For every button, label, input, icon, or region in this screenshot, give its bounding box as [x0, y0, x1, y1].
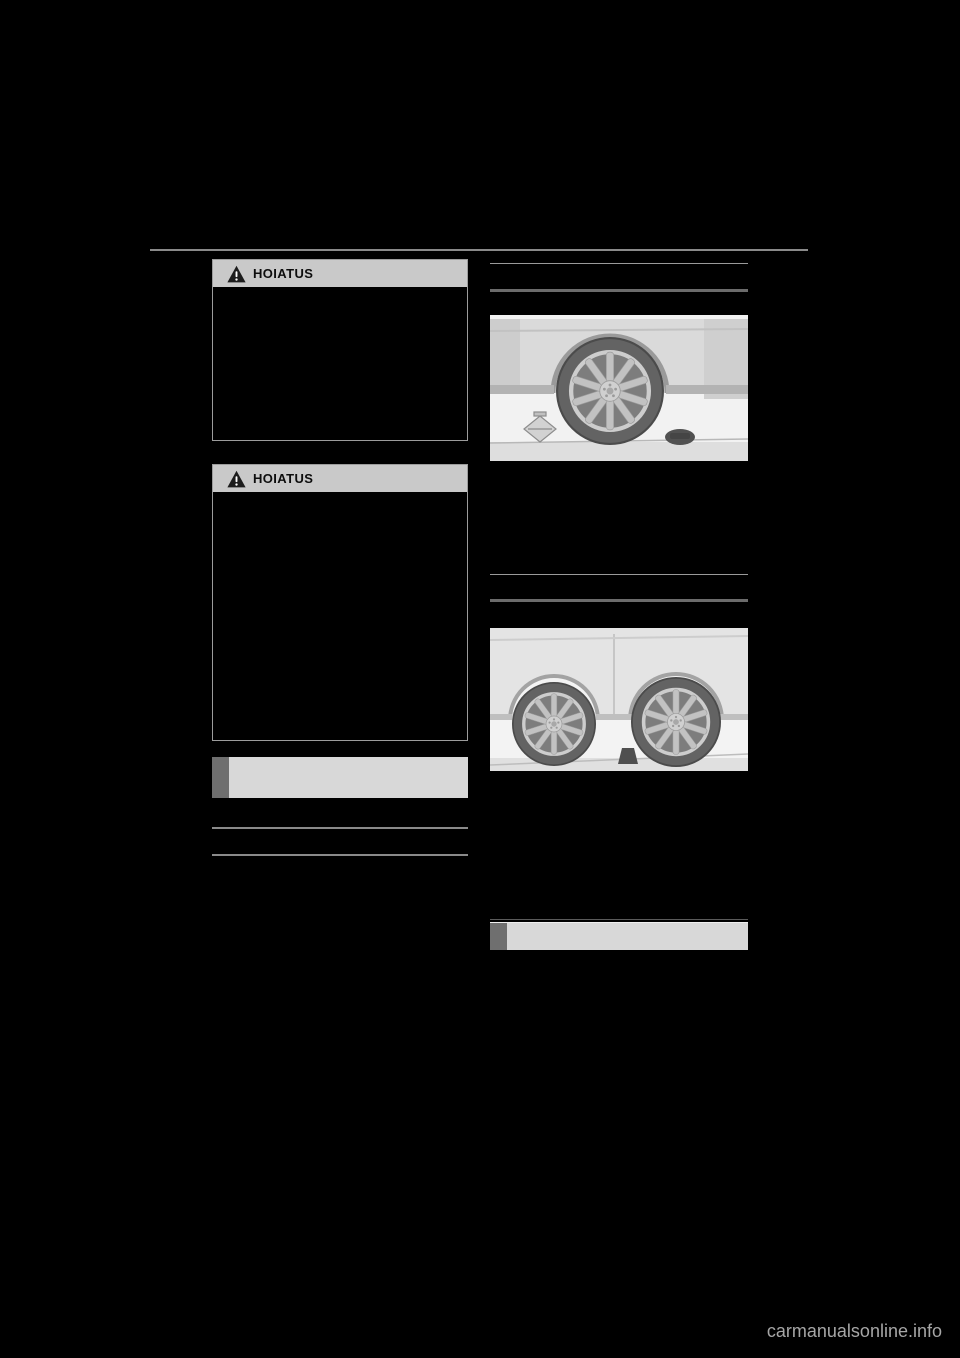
watermark: carmanualsonline.info — [766, 1321, 942, 1341]
section-highlight-left-accent — [212, 757, 229, 798]
warning-box-1-header — [213, 260, 467, 287]
warning-box-1 — [212, 259, 468, 441]
right-heading-1-rule-bottom — [490, 289, 748, 292]
warning-triangle-icon — [227, 470, 246, 488]
warning-box-1-title: HOIATUS — [253, 266, 314, 281]
right-heading-1-rule-top — [490, 263, 748, 264]
section-highlight-right-accent — [490, 923, 507, 950]
warning-box-2-body — [213, 492, 467, 740]
left-divider-rule-top — [212, 827, 468, 829]
section-highlight-left-bar — [229, 757, 468, 798]
vehicle-side-illustration — [490, 628, 748, 771]
left-divider-rule-bottom — [212, 854, 468, 856]
jack-under-vehicle-illustration — [490, 315, 748, 461]
figure-vehicle-side-wheels — [490, 628, 748, 771]
warning-triangle-icon — [227, 265, 246, 283]
page-top-rule — [150, 249, 808, 251]
warning-box-2-title: HOIATUS — [253, 471, 314, 486]
right-notice-top-rule — [490, 919, 748, 920]
section-highlight-left — [212, 757, 468, 798]
section-highlight-right-bar — [507, 923, 748, 950]
section-highlight-right — [490, 922, 748, 950]
warning-box-2-header — [213, 465, 467, 492]
figure-jack-under-vehicle — [490, 315, 748, 461]
warning-box-2 — [212, 464, 468, 741]
warning-box-1-body — [213, 287, 467, 440]
right-heading-2-rule-bottom — [490, 599, 748, 602]
right-heading-2-rule-top — [490, 574, 748, 575]
